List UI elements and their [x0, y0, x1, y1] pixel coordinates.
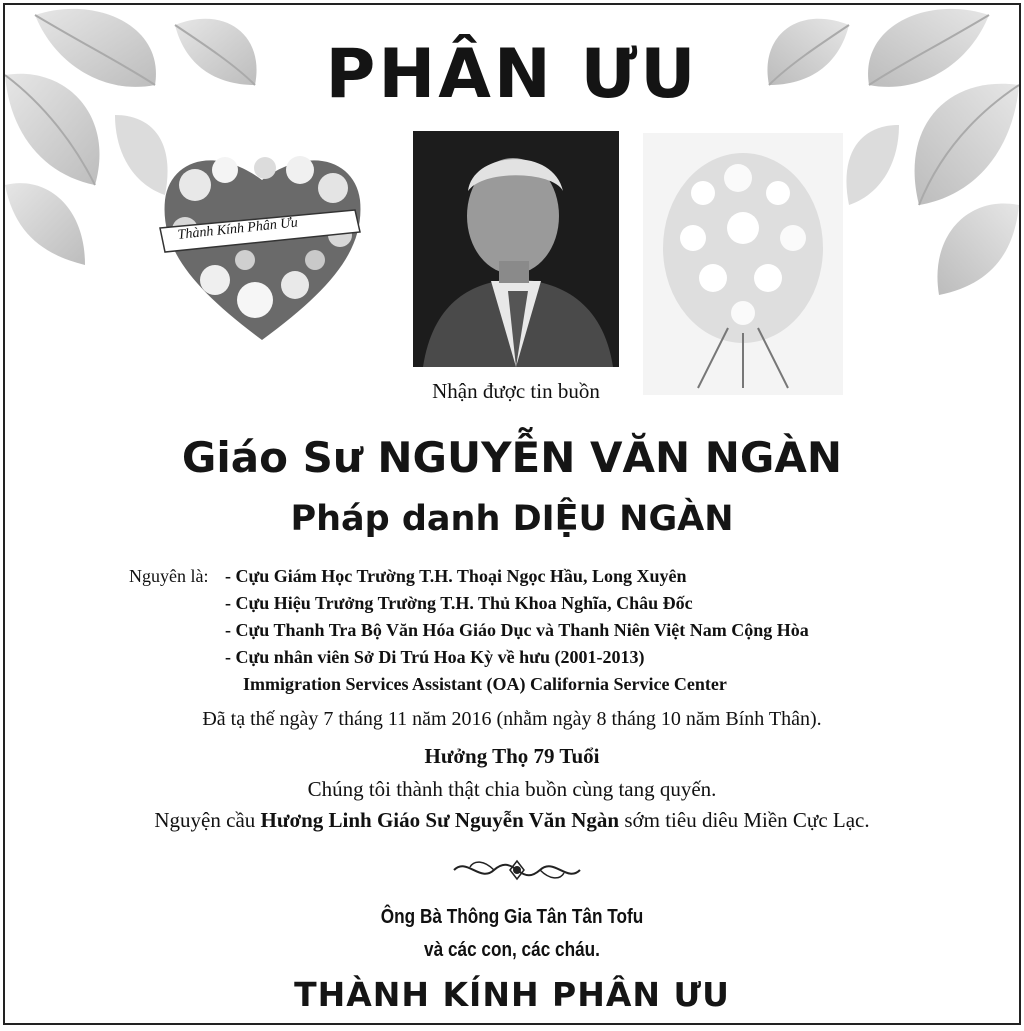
- career-text: - Cựu nhân viên Sở Di Trú Hoa Kỳ về hưu (2001-2013): [225, 647, 645, 667]
- career-list: [129, 563, 809, 698]
- career-text: Immigration Services Assistant (OA) California Service Center: [243, 674, 727, 694]
- notice-title: PHÂN ƯU: [325, 35, 699, 114]
- career-lead: Nguyên là:: [129, 566, 209, 586]
- career-item: [129, 590, 809, 617]
- dharma-prefix: Pháp danh: [290, 499, 513, 539]
- received-news-text: Nhận được tin buồn: [432, 379, 600, 403]
- career-item: [129, 563, 809, 590]
- career-item: [129, 644, 809, 671]
- dharma-name: DIỆU NGÀN: [512, 499, 734, 539]
- career-text: - Cựu Giám Học Trường T.H. Thoại Ngọc Hầu, Long Xuyên: [225, 566, 687, 586]
- sender-line-1: Ông Bà Thông Gia Tân Tân Tofu: [380, 906, 644, 928]
- prayer-bold: Hương Linh Giáo Sư Nguyễn Văn Ngàn: [260, 808, 620, 832]
- scroll-ornament-icon: [452, 855, 582, 885]
- age-text: Hưởng Thọ 79 Tuổi: [424, 744, 600, 768]
- deceased-name: NGUYỄN VĂN NGÀN: [377, 433, 843, 482]
- portrait-icon: [413, 131, 619, 367]
- passed-away-text: Đã tạ thế ngày 7 tháng 11 năm 2016 (nhằm ngày 8 tháng 10 năm Bính Thân).: [202, 708, 822, 730]
- prayer-start: Nguyện cầu: [154, 808, 261, 832]
- sender-line-2: và các con, các cháu.: [424, 939, 600, 961]
- career-item: [129, 671, 809, 698]
- deceased-name-line: [5, 433, 1019, 482]
- career-item: [129, 617, 809, 644]
- closing-text: THÀNH KÍNH PHÂN ƯU: [294, 975, 730, 1014]
- dharma-name-line: [5, 499, 1019, 539]
- portrait-photo: [413, 131, 619, 367]
- career-text: - Cựu Thanh Tra Bộ Văn Hóa Giáo Dục và Thanh Niên Việt Nam Cộng Hòa: [225, 620, 809, 640]
- obituary-notice: [3, 3, 1021, 1025]
- name-prefix: Giáo Sư: [181, 433, 378, 482]
- flower-wreath-icon: [155, 140, 370, 350]
- career-text: - Cựu Hiệu Trưởng Trường T.H. Thủ Khoa Nghĩa, Châu Đốc: [225, 593, 693, 613]
- prayer-end: sớm tiêu diêu Miền Cực Lạc.: [619, 808, 870, 832]
- wreath-ribbon-text: Thành Kính Phân Ưu: [177, 215, 299, 243]
- flower-spray-icon: [643, 133, 843, 395]
- prayer-text: [5, 808, 1019, 833]
- condolence-text: Chúng tôi thành thật chia buồn cùng tang quyến.: [307, 777, 717, 801]
